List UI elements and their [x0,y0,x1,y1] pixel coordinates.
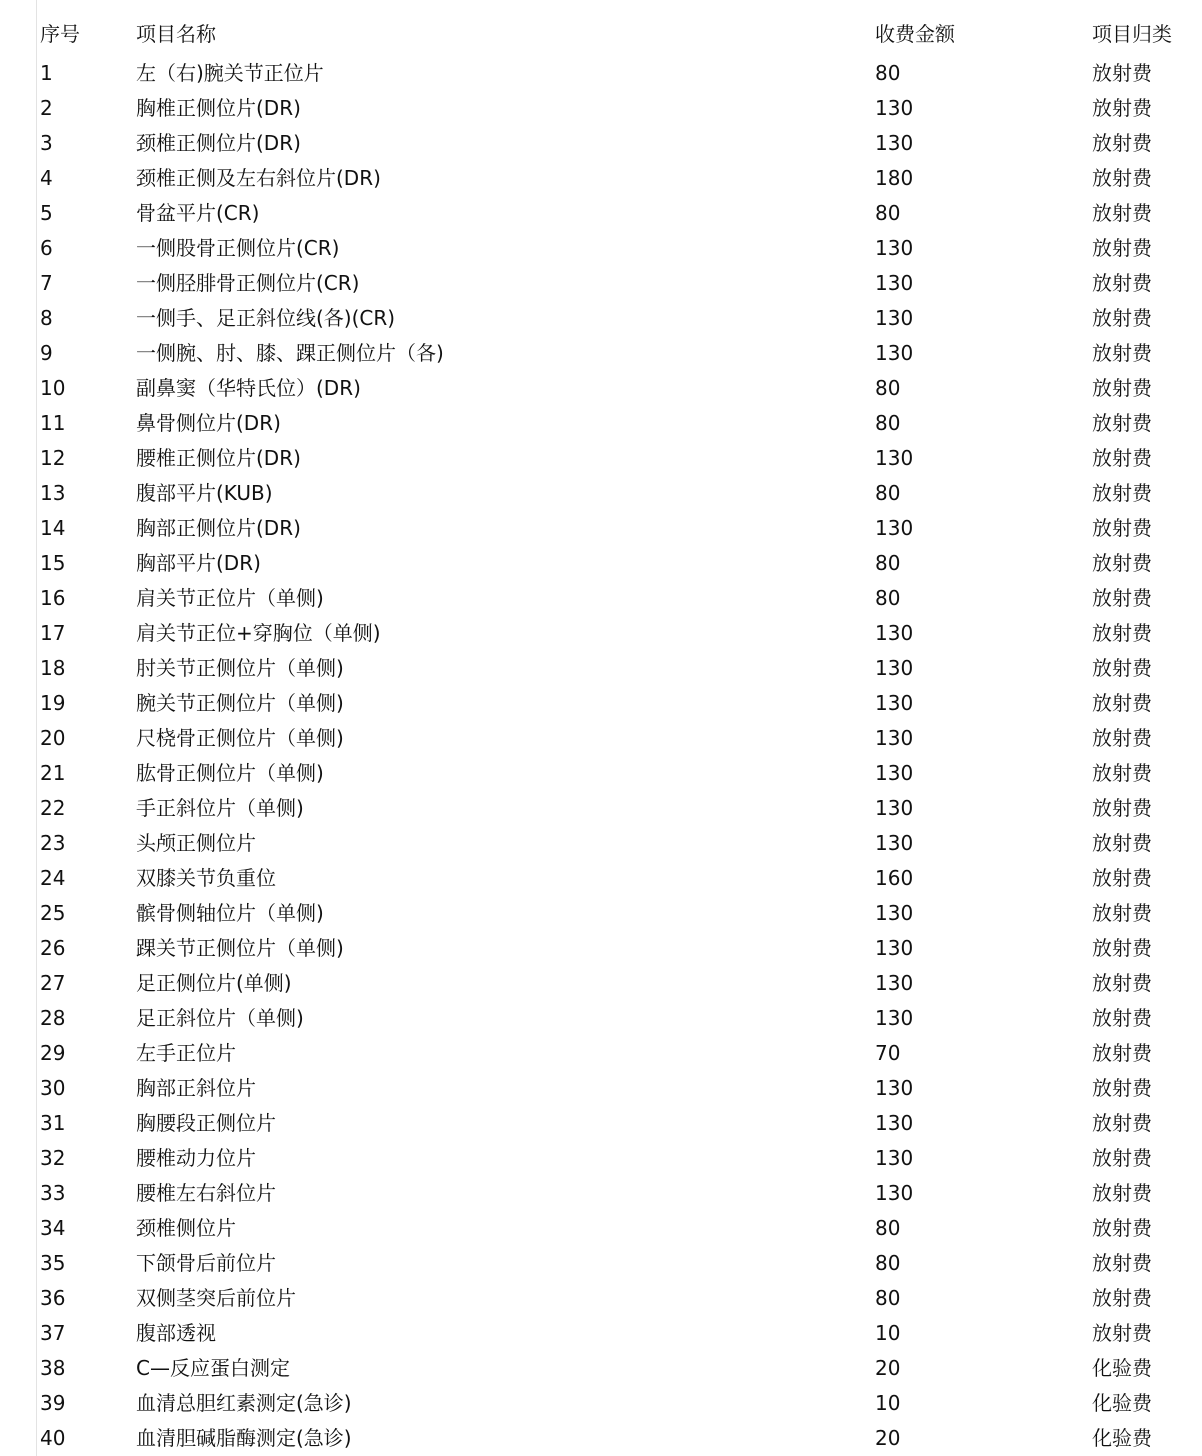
cell-item-category: 放射费 [1092,1006,1152,1030]
table-row [40,616,1202,651]
cell-item-name: 腕关节正侧位片（单侧) [136,691,344,715]
header-serial-number: 序号 [40,22,80,46]
cell-serial-number: 36 [40,1286,66,1310]
cell-serial-number: 14 [40,516,66,540]
cell-item-name: 腰椎左右斜位片 [136,1181,276,1205]
cell-fee-amount: 20 [875,1426,901,1450]
table-row [40,1176,1202,1211]
cell-item-name: 血清总胆红素测定(急诊) [136,1391,352,1415]
table-row [40,1351,1202,1386]
cell-serial-number: 34 [40,1216,66,1240]
cell-fee-amount: 80 [875,1251,901,1275]
cell-item-category: 放射费 [1092,936,1152,960]
table-row [40,721,1202,756]
table-row [40,126,1202,161]
cell-fee-amount: 130 [875,446,914,470]
cell-serial-number: 9 [40,341,53,365]
table-row [40,1036,1202,1071]
table-row [40,1281,1202,1316]
cell-item-category: 放射费 [1092,271,1152,295]
cell-serial-number: 13 [40,481,66,505]
cell-fee-amount: 130 [875,1181,914,1205]
table-row [40,791,1202,826]
cell-item-name: C—反应蛋白测定 [136,1356,290,1380]
cell-fee-amount: 80 [875,1216,901,1240]
cell-item-category: 放射费 [1092,1111,1152,1135]
cell-serial-number: 2 [40,96,53,120]
table-row [40,441,1202,476]
cell-item-category: 放射费 [1092,166,1152,190]
cell-serial-number: 20 [40,726,66,750]
cell-serial-number: 5 [40,201,53,225]
cell-fee-amount: 130 [875,1076,914,1100]
cell-item-name: 左手正位片 [136,1041,236,1065]
cell-item-name: 一侧腕、肘、膝、踝正侧位片（各) [136,341,444,365]
cell-item-name: 颈椎正侧及左右斜位片(DR) [136,166,381,190]
cell-fee-amount: 80 [875,551,901,575]
cell-fee-amount: 130 [875,306,914,330]
cell-item-name: 一侧股骨正侧位片(CR) [136,236,340,260]
cell-item-name: 血清胆碱脂酶测定(急诊) [136,1426,352,1450]
table-row [40,1001,1202,1036]
table-row [40,301,1202,336]
cell-serial-number: 30 [40,1076,66,1100]
cell-item-category: 放射费 [1092,866,1152,890]
cell-fee-amount: 130 [875,1111,914,1135]
header-fee-amount: 收费金额 [875,22,955,46]
cell-fee-amount: 160 [875,866,914,890]
cell-serial-number: 4 [40,166,53,190]
cell-fee-amount: 80 [875,376,901,400]
cell-item-name: 一侧胫腓骨正侧位片(CR) [136,271,360,295]
cell-item-category: 放射费 [1092,1181,1152,1205]
table-row [40,406,1202,441]
cell-serial-number: 17 [40,621,66,645]
table-row [40,336,1202,371]
cell-item-category: 放射费 [1092,1146,1152,1170]
table-row [40,371,1202,406]
table-header-row [40,16,1202,56]
cell-item-name: 尺桡骨正侧位片（单侧) [136,726,344,750]
table-row [40,1316,1202,1351]
cell-item-category: 放射费 [1092,481,1152,505]
cell-fee-amount: 130 [875,831,914,855]
table-row [40,196,1202,231]
cell-item-name: 足正斜位片（单侧) [136,1006,304,1030]
cell-item-name: 双侧茎突后前位片 [136,1286,296,1310]
table-row [40,896,1202,931]
cell-item-name: 髌骨侧轴位片（单侧) [136,901,324,925]
cell-serial-number: 7 [40,271,53,295]
cell-item-category: 放射费 [1092,586,1152,610]
cell-serial-number: 27 [40,971,66,995]
cell-fee-amount: 130 [875,621,914,645]
table-row [40,1141,1202,1176]
table-row [40,1386,1202,1421]
cell-serial-number: 23 [40,831,66,855]
cell-fee-amount: 80 [875,1286,901,1310]
table-row [40,1246,1202,1281]
cell-fee-amount: 80 [875,586,901,610]
cell-fee-amount: 130 [875,936,914,960]
cell-item-name: 胸部平片(DR) [136,551,261,575]
cell-fee-amount: 180 [875,166,914,190]
cell-item-category: 放射费 [1092,726,1152,750]
table-row [40,266,1202,301]
cell-fee-amount: 80 [875,481,901,505]
cell-item-category: 放射费 [1092,411,1152,435]
cell-item-name: 腹部透视 [136,1321,216,1345]
table-row [40,1421,1202,1456]
header-item-name: 项目名称 [136,22,216,46]
table-row [40,756,1202,791]
cell-item-category: 放射费 [1092,691,1152,715]
cell-item-category: 放射费 [1092,901,1152,925]
cell-item-name: 肩关节正位片（单侧) [136,586,324,610]
header-item-category: 项目归类 [1092,22,1172,46]
cell-fee-amount: 10 [875,1391,901,1415]
cell-item-name: 胸部正斜位片 [136,1076,256,1100]
cell-item-name: 鼻骨侧位片(DR) [136,411,281,435]
cell-item-category: 化验费 [1092,1426,1152,1450]
cell-item-name: 踝关节正侧位片（单侧) [136,936,344,960]
cell-item-category: 放射费 [1092,1041,1152,1065]
cell-serial-number: 33 [40,1181,66,1205]
cell-item-category: 放射费 [1092,1251,1152,1275]
cell-fee-amount: 130 [875,691,914,715]
cell-item-category: 放射费 [1092,96,1152,120]
cell-serial-number: 32 [40,1146,66,1170]
cell-serial-number: 3 [40,131,53,155]
cell-serial-number: 16 [40,586,66,610]
table-row [40,1106,1202,1141]
cell-item-name: 骨盆平片(CR) [136,201,260,225]
table-row [40,161,1202,196]
cell-item-name: 肱骨正侧位片（单侧) [136,761,324,785]
cell-serial-number: 37 [40,1321,66,1345]
cell-item-category: 放射费 [1092,306,1152,330]
cell-fee-amount: 130 [875,131,914,155]
cell-item-name: 胸腰段正侧位片 [136,1111,276,1135]
cell-fee-amount: 70 [875,1041,901,1065]
cell-item-category: 放射费 [1092,656,1152,680]
cell-serial-number: 10 [40,376,66,400]
cell-fee-amount: 130 [875,1006,914,1030]
cell-item-name: 腹部平片(KUB) [136,481,273,505]
cell-fee-amount: 130 [875,656,914,680]
cell-item-name: 副鼻窦（华特氏位）(DR) [136,376,361,400]
table-row [40,546,1202,581]
table-row [40,966,1202,1001]
cell-fee-amount: 130 [875,1146,914,1170]
cell-item-category: 放射费 [1092,376,1152,400]
cell-serial-number: 8 [40,306,53,330]
table-row [40,931,1202,966]
cell-item-name: 足正侧位片(单侧) [136,971,292,995]
cell-fee-amount: 130 [875,726,914,750]
cell-fee-amount: 130 [875,236,914,260]
cell-item-category: 放射费 [1092,971,1152,995]
table-row [40,861,1202,896]
cell-serial-number: 15 [40,551,66,575]
cell-item-name: 头颅正侧位片 [136,831,256,855]
cell-item-category: 放射费 [1092,796,1152,820]
cell-serial-number: 18 [40,656,66,680]
cell-serial-number: 19 [40,691,66,715]
cell-item-category: 放射费 [1092,516,1152,540]
cell-item-category: 放射费 [1092,236,1152,260]
cell-item-name: 肩关节正位+穿胸位（单侧) [136,621,381,645]
cell-fee-amount: 130 [875,901,914,925]
left-border-line [36,0,37,1456]
cell-item-category: 放射费 [1092,831,1152,855]
cell-serial-number: 6 [40,236,53,260]
cell-serial-number: 29 [40,1041,66,1065]
cell-serial-number: 24 [40,866,66,890]
cell-item-category: 放射费 [1092,61,1152,85]
table-body [40,56,1202,1456]
cell-item-category: 放射费 [1092,341,1152,365]
cell-fee-amount: 130 [875,271,914,295]
cell-item-category: 放射费 [1092,1216,1152,1240]
cell-serial-number: 31 [40,1111,66,1135]
cell-item-name: 一侧手、足正斜位线(各)(CR) [136,306,396,330]
cell-item-name: 颈椎侧位片 [136,1216,236,1240]
cell-item-name: 手正斜位片（单侧) [136,796,304,820]
cell-fee-amount: 20 [875,1356,901,1380]
table-row [40,651,1202,686]
cell-item-category: 放射费 [1092,131,1152,155]
table-row [40,231,1202,266]
cell-item-category: 化验费 [1092,1391,1152,1415]
cell-fee-amount: 130 [875,96,914,120]
table-row [40,686,1202,721]
table-row [40,1071,1202,1106]
cell-serial-number: 35 [40,1251,66,1275]
cell-item-name: 腰椎正侧位片(DR) [136,446,301,470]
cell-serial-number: 1 [40,61,53,85]
cell-item-category: 放射费 [1092,551,1152,575]
cell-fee-amount: 130 [875,971,914,995]
cell-fee-amount: 130 [875,516,914,540]
table-row [40,476,1202,511]
table-row [40,56,1202,91]
cell-serial-number: 11 [40,411,66,435]
cell-item-category: 放射费 [1092,761,1152,785]
cell-item-name: 腰椎动力位片 [136,1146,256,1170]
cell-fee-amount: 130 [875,796,914,820]
fee-table [40,16,1202,1456]
cell-item-category: 放射费 [1092,1076,1152,1100]
cell-item-category: 放射费 [1092,446,1152,470]
table-row [40,91,1202,126]
cell-fee-amount: 10 [875,1321,901,1345]
cell-item-name: 胸部正侧位片(DR) [136,516,301,540]
cell-item-name: 双膝关节负重位 [136,866,276,890]
cell-item-name: 下颌骨后前位片 [136,1251,276,1275]
cell-fee-amount: 80 [875,411,901,435]
cell-serial-number: 40 [40,1426,66,1450]
cell-item-name: 胸椎正侧位片(DR) [136,96,301,120]
cell-item-category: 化验费 [1092,1356,1152,1380]
cell-item-category: 放射费 [1092,1321,1152,1345]
cell-serial-number: 38 [40,1356,66,1380]
cell-serial-number: 28 [40,1006,66,1030]
table-row [40,1211,1202,1246]
cell-fee-amount: 130 [875,341,914,365]
cell-item-name: 颈椎正侧位片(DR) [136,131,301,155]
cell-item-category: 放射费 [1092,1286,1152,1310]
table-row [40,826,1202,861]
cell-fee-amount: 130 [875,761,914,785]
cell-serial-number: 12 [40,446,66,470]
cell-serial-number: 25 [40,901,66,925]
cell-serial-number: 21 [40,761,66,785]
cell-item-category: 放射费 [1092,621,1152,645]
cell-serial-number: 39 [40,1391,66,1415]
cell-fee-amount: 80 [875,61,901,85]
cell-fee-amount: 80 [875,201,901,225]
cell-serial-number: 22 [40,796,66,820]
cell-item-category: 放射费 [1092,201,1152,225]
cell-item-name: 左（右)腕关节正位片 [136,61,324,85]
table-row [40,581,1202,616]
cell-item-name: 肘关节正侧位片（单侧) [136,656,344,680]
cell-serial-number: 26 [40,936,66,960]
table-row [40,511,1202,546]
